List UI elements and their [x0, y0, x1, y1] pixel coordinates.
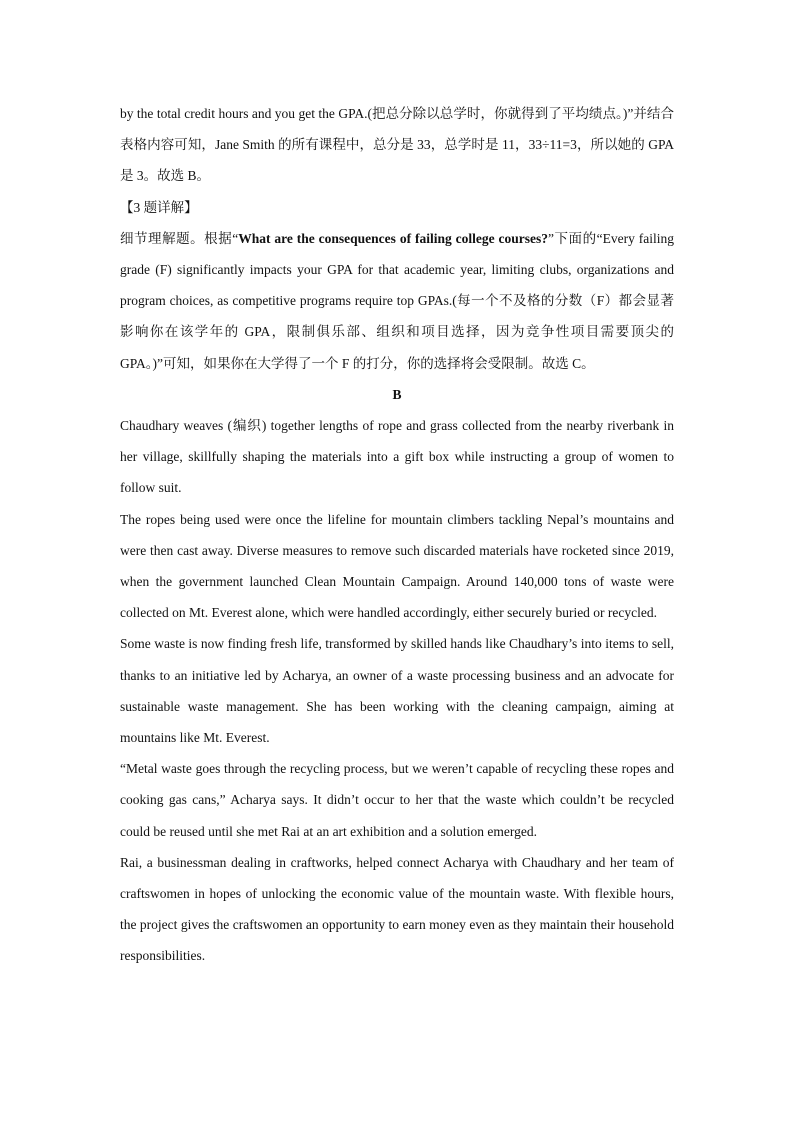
explanation-3-rest: ”下面的“Every failing grade (F) significantly impacts your GPA for that academic year, limiting clubs, organizations and program choices, as competitive programs require top GPAs.(每一个不及格的分数（F）都会显著影响你在该学年的 GPA，限制俱乐部、组织和项目选择，因为竞争性项目需要顶尖的 GPA。)”可知，如果你在大学得了一个 F 的打分，你的选择将会受限制。故选 C。 [120, 230, 674, 371]
document-page [120, 98, 674, 972]
passage-paragraph-1: Chaudhary weaves (编织) together lengths of rope and grass collected from the nearby riverbank in her village, skillfully shaping the materials into a gift box while instructing a group of women to follow suit. [120, 418, 674, 496]
passage-paragraph-4: “Metal waste goes through the recycling process, but we weren’t capable of recycling these ropes and cooking gas cans,” Acharya says. It didn’t occur to her that the waste which couldn’t be recycled could be reused until she met Rai at an art exhibition and a solution emerged. [120, 761, 674, 839]
passage-paragraph-5: Rai, a businessman dealing in craftworks, helped connect Acharya with Chaudhary and her team of craftswomen in hopes of unlocking the economic value of the mountain waste. With flexible hours, the project gives the craftswomen an opportunity to earn money even as they maintain their household responsibilities. [120, 854, 674, 964]
explanation-3-intro: 细节理解题。根据“ [120, 230, 239, 246]
explanation-3-body [120, 223, 674, 379]
section-letter: B [392, 386, 402, 402]
explanation-3-heading: 【3 题详解】 [120, 199, 198, 215]
passage-paragraph-2: The ropes being used were once the lifeline for mountain climbers tackling Nepal’s mountains and were then cast away. Diverse measures to remove such discarded materials have rocketed since 2019, when the government launched Clean Mountain Campaign. Around 140,000 tons of waste were collected on Mt. Everest alone, which were handled accordingly, either securely buried or recycled. [120, 511, 674, 621]
explanation-3-question: What are the consequences of failing college courses? [238, 230, 548, 246]
passage-paragraph-3: Some waste is now finding fresh life, transformed by skilled hands like Chaudhary’s into items to sell, thanks to an initiative led by Acharya, an owner of a waste processing business and an advocate for sustainable waste management. She has been working with the cleaning campaign, aiming at mountains like Mt. Everest. [120, 636, 674, 746]
explanation-2-tail: by the total credit hours and you get the GPA.(把总分除以总学时，你就得到了平均绩点。)”并结合表格内容可知，Jane Smith 的所有课程中，总分是 33，总学时是 11，33÷11=3，所以她的 GPA 是 3。故选 B。 [120, 106, 674, 184]
